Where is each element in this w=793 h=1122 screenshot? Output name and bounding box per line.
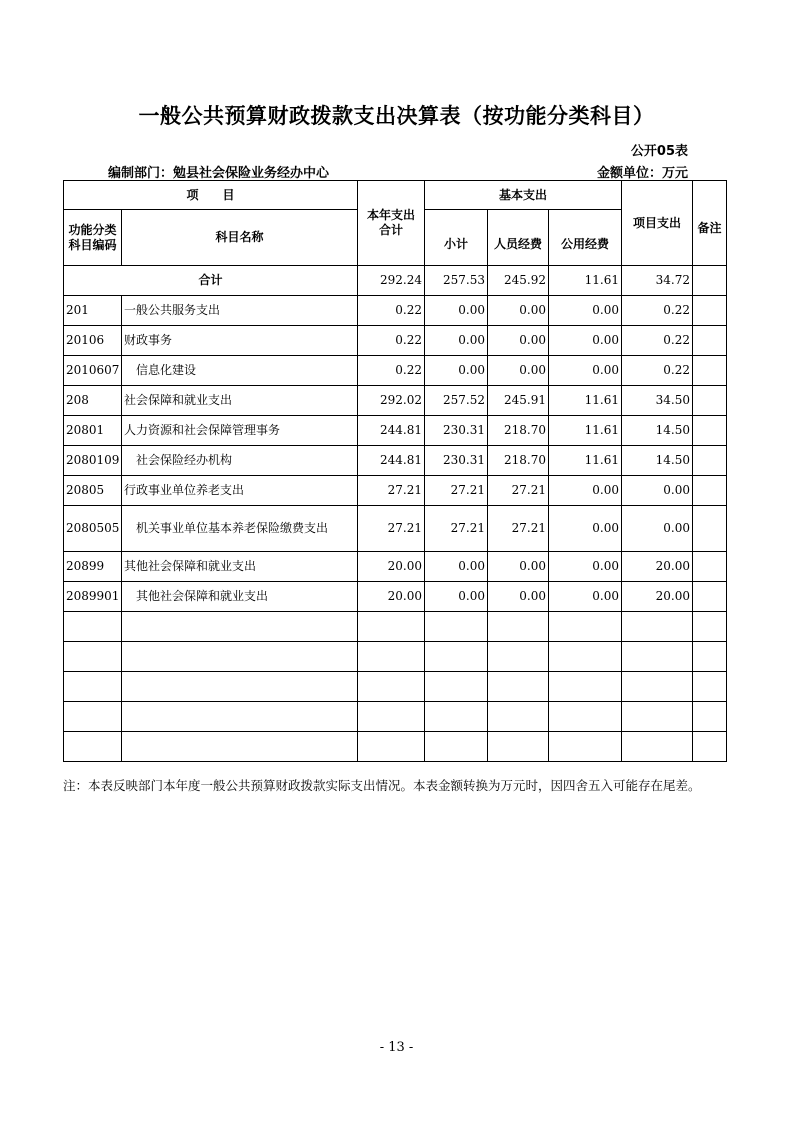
table-row (64, 416, 727, 446)
total-total: 292.24 (358, 266, 425, 296)
table-row (64, 446, 727, 476)
table-row (64, 552, 727, 582)
row-project: 0.00 (622, 506, 693, 552)
row-subtotal: 27.21 (425, 506, 488, 552)
total-personnel: 245.92 (488, 266, 549, 296)
row-total: 20.00 (358, 582, 425, 612)
row-project: 34.50 (622, 386, 693, 416)
row-personnel: 218.70 (488, 446, 549, 476)
department-label: 编制部门：勉县社会保险业务经办中心 (108, 166, 330, 181)
row-public: 11.61 (549, 386, 622, 416)
row-subtotal: 0.00 (425, 326, 488, 356)
row-public: 11.61 (549, 446, 622, 476)
empty-row (64, 612, 727, 642)
row-name: 社会保险经办机构 (122, 446, 358, 476)
row-name: 人力资源和社会保障管理事务 (122, 416, 358, 446)
empty-row (64, 642, 727, 672)
row-name: 机关事业单位基本养老保险缴费支出 (122, 506, 358, 552)
table-row (64, 582, 727, 612)
header-total-line2: 合计 (379, 223, 404, 237)
row-personnel: 27.21 (488, 506, 549, 552)
row-name: 其他社会保障和就业支出 (122, 582, 358, 612)
row-personnel: 0.00 (488, 552, 549, 582)
row-name: 信息化建设 (122, 356, 358, 386)
row-personnel: 0.00 (488, 296, 549, 326)
row-remark (693, 386, 727, 416)
row-total: 0.22 (358, 356, 425, 386)
header-project: 项 目 (64, 181, 358, 210)
row-name: 其他社会保障和就业支出 (122, 552, 358, 582)
row-public: 0.00 (549, 476, 622, 506)
row-subtotal: 230.31 (425, 446, 488, 476)
total-public: 11.61 (549, 266, 622, 296)
table-row (64, 386, 727, 416)
row-code: 20899 (64, 552, 122, 582)
row-name: 财政事务 (122, 326, 358, 356)
row-public: 0.00 (549, 326, 622, 356)
row-remark (693, 446, 727, 476)
header-project-exp: 项目支出 (622, 181, 693, 266)
row-remark (693, 326, 727, 356)
header-remark: 备注 (693, 181, 727, 266)
row-subtotal: 0.00 (425, 582, 488, 612)
row-public: 0.00 (549, 296, 622, 326)
row-project: 20.00 (622, 582, 693, 612)
total-row (64, 266, 727, 296)
row-code: 20106 (64, 326, 122, 356)
row-project: 20.00 (622, 552, 693, 582)
row-subtotal: 257.52 (425, 386, 488, 416)
total-remark (693, 266, 727, 296)
row-total: 27.21 (358, 506, 425, 552)
row-personnel: 0.00 (488, 356, 549, 386)
footnote: 注：本表反映部门本年度一般公共预算财政拨款实际支出情况。本表金额转换为万元时，因四舍五入可能存在尾差。 (63, 778, 701, 793)
row-project: 0.22 (622, 356, 693, 386)
table-row (64, 296, 727, 326)
row-total: 292.02 (358, 386, 425, 416)
row-name: 一般公共服务支出 (122, 296, 358, 326)
row-subtotal: 0.00 (425, 356, 488, 386)
row-code: 201 (64, 296, 122, 326)
empty-row (64, 672, 727, 702)
row-public: 0.00 (549, 356, 622, 386)
row-code: 208 (64, 386, 122, 416)
row-personnel: 218.70 (488, 416, 549, 446)
form-number: 公开05表 (630, 144, 688, 159)
row-project: 14.50 (622, 446, 693, 476)
row-code: 2080109 (64, 446, 122, 476)
row-code: 2010607 (64, 356, 122, 386)
row-subtotal: 230.31 (425, 416, 488, 446)
row-subtotal: 0.00 (425, 552, 488, 582)
row-remark (693, 356, 727, 386)
empty-row (64, 732, 727, 762)
total-label: 合计 (64, 266, 358, 296)
row-project: 14.50 (622, 416, 693, 446)
row-total: 244.81 (358, 446, 425, 476)
row-code: 2080505 (64, 506, 122, 552)
row-code: 20805 (64, 476, 122, 506)
page-title: 一般公共预算财政拨款支出决算表（按功能分类科目） (138, 104, 655, 128)
page-number: - 13 - (379, 1040, 414, 1055)
header-total-line1: 本年支出 (367, 208, 416, 222)
row-code: 2089901 (64, 582, 122, 612)
row-total: 20.00 (358, 552, 425, 582)
header-code: 功能分类科目编码 (64, 210, 122, 266)
row-remark (693, 416, 727, 446)
row-remark (693, 476, 727, 506)
header-public: 公用经费 (549, 210, 622, 266)
row-personnel: 0.00 (488, 582, 549, 612)
row-code: 20801 (64, 416, 122, 446)
row-remark (693, 296, 727, 326)
row-subtotal: 27.21 (425, 476, 488, 506)
row-public: 0.00 (549, 552, 622, 582)
row-remark (693, 582, 727, 612)
total-subtotal: 257.53 (425, 266, 488, 296)
row-personnel: 0.00 (488, 326, 549, 356)
table-row (64, 356, 727, 386)
row-remark (693, 506, 727, 552)
row-public: 11.61 (549, 416, 622, 446)
row-name: 行政事业单位养老支出 (122, 476, 358, 506)
table-row (64, 326, 727, 356)
row-remark (693, 552, 727, 582)
row-name: 社会保障和就业支出 (122, 386, 358, 416)
unit-label: 金额单位：万元 (596, 166, 688, 181)
header-subtotal: 小计 (425, 210, 488, 266)
row-total: 244.81 (358, 416, 425, 446)
header-basic: 基本支出 (425, 181, 622, 210)
row-total: 0.22 (358, 326, 425, 356)
row-project: 0.22 (622, 326, 693, 356)
row-subtotal: 0.00 (425, 296, 488, 326)
row-project: 0.00 (622, 476, 693, 506)
header-total (358, 181, 425, 266)
empty-row (64, 702, 727, 732)
table-row (64, 506, 727, 552)
row-project: 0.22 (622, 296, 693, 326)
header-personnel: 人员经费 (488, 210, 549, 266)
row-total: 27.21 (358, 476, 425, 506)
row-public: 0.00 (549, 506, 622, 552)
row-public: 0.00 (549, 582, 622, 612)
total-project: 34.72 (622, 266, 693, 296)
table-row (64, 476, 727, 506)
row-personnel: 245.91 (488, 386, 549, 416)
header-name: 科目名称 (122, 210, 358, 266)
expenditure-table (63, 180, 727, 762)
row-total: 0.22 (358, 296, 425, 326)
row-personnel: 27.21 (488, 476, 549, 506)
